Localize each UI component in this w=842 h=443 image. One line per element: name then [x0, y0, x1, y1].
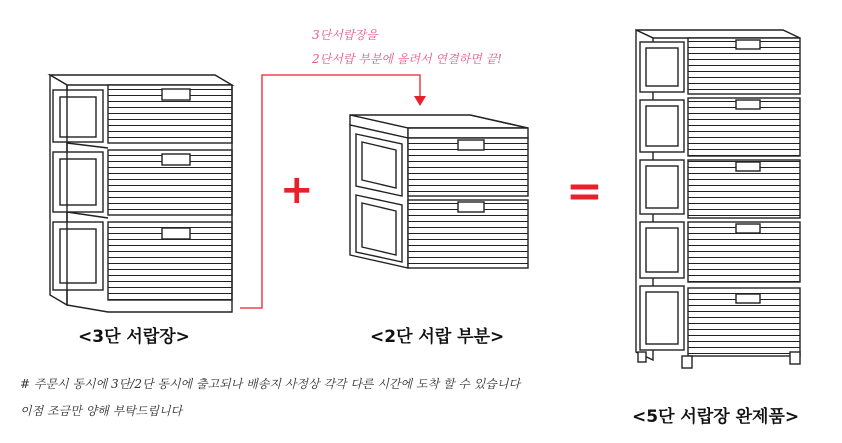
footnote-line-1: # 주문시 동시에 3단/2단 동시에 출고되나 배송지 사정상 각각 다른 시간에 도착 할 수 있습니다 [20, 377, 521, 391]
plus-sign: + [280, 167, 314, 213]
arrow-down-icon [414, 96, 426, 106]
five-tier-drawer-illustration [636, 30, 800, 368]
drawer-foot [790, 352, 800, 364]
annotation-line-1: 3단서랍장을 [312, 28, 378, 42]
drawer-side-frame [640, 42, 684, 350]
drawer-handle [736, 100, 760, 109]
drawer-handle [458, 140, 484, 150]
two-tier-drawer-illustration [350, 115, 528, 268]
drawer-handle [736, 40, 760, 49]
drawer-handle [736, 224, 760, 233]
drawer-handle [162, 228, 190, 239]
caption-two-tier: <2단 서랍 부분> [370, 327, 505, 347]
drawer-foot [638, 352, 646, 362]
footnote-line-2: 이점 조금만 양해 부탁드립니다 [20, 404, 183, 418]
drawer-handle [162, 89, 190, 100]
drawer-handle [736, 294, 760, 303]
caption-three-tier: <3단 서랍장> [78, 327, 190, 347]
drawer-handle [736, 162, 760, 171]
drawer-foot [682, 356, 692, 368]
three-tier-drawer-illustration [50, 75, 232, 312]
annotation-line-2: 2단서랍 부분에 올려서 연결하면 끝! [312, 52, 503, 66]
drawer-handle [458, 202, 484, 212]
equals-sign: = [566, 166, 603, 217]
caption-five-tier: <5단 서랍장 완제품> [632, 407, 800, 427]
drawer-side-frame [53, 90, 103, 290]
drawer-handle [162, 154, 190, 165]
